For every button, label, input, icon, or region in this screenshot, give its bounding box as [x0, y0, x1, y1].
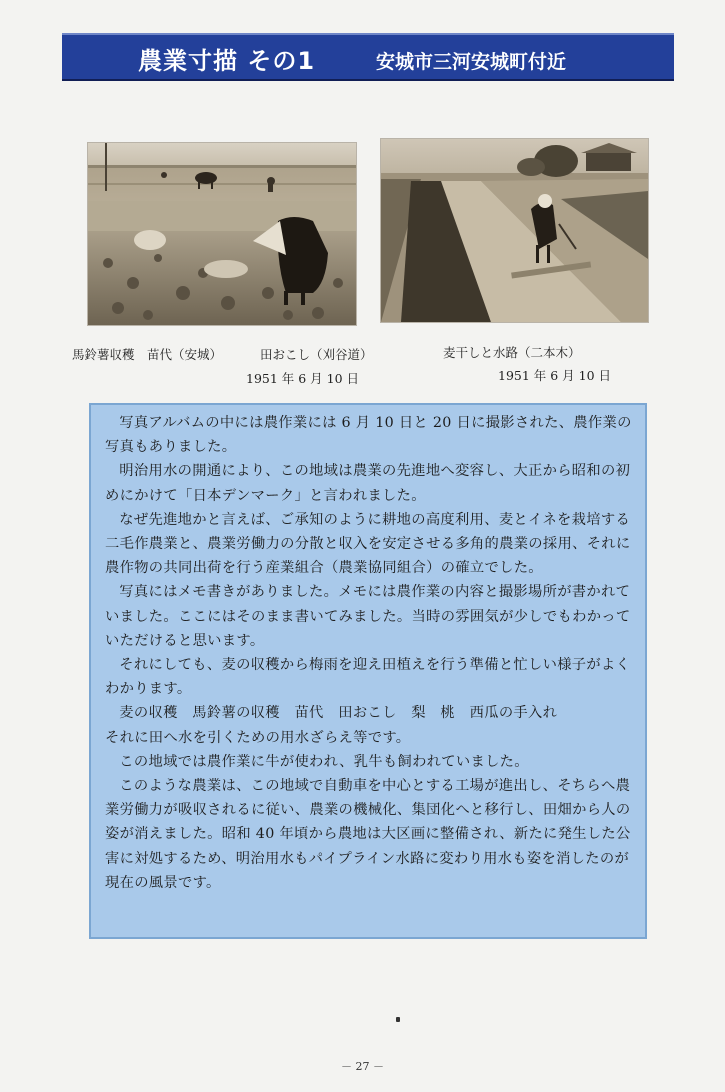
article-paragraph: それにしても、麦の収穫から梅雨を迎え田植えを行う準備と忙しい様子がよくわかります。 — [105, 657, 631, 698]
article-paragraph: 写真にはメモ書きがありました。メモには農作業の内容と撮影場所が書かれていました。ここにはそのまま書いてみました。当時の雰囲気が少しでもわかっていただけると思います。 — [105, 584, 631, 649]
photo-potato-harvest — [88, 143, 356, 325]
photo2-caption: 麦干しと水路（二本木） — [443, 345, 581, 360]
article-paragraph: 明治用水の開通により、この地域は農業の先進地へ変容し、大正から昭和の初めにかけて「日本デンマーク」と言われました。 — [105, 463, 631, 504]
article-paragraph: 写真アルバムの中には農作業には 6 月 10 日と 20 日に撮影された、農作業の写真もありました。 — [105, 415, 632, 456]
article-text-box — [89, 403, 647, 939]
article-paragraph: このような農業は、この地域で自動車を中心とする工場が進出し、そちらへ農業労働力が吸収されるに従い、農業の機械化、集団化へと移行し、田畑から人の姿が消えました。昭和 40 年頃から農地は大区画に整備され、新たに発生した公害に対処するため、明治用水もパイプライン水路に変わり用水も姿を消したのが現在の風景です。 — [105, 778, 631, 891]
photo2-date: 1951 年 6 月 10 日 — [498, 368, 612, 383]
photo1-caption-left: 馬鈴薯収穫 苗代（安城） — [72, 347, 223, 362]
page-number: － 27 － — [341, 1060, 384, 1073]
photo1-date: 1951 年 6 月 10 日 — [246, 371, 360, 386]
work-list-line: 麦の収穫 馬鈴薯の収穫 苗代 田おこし 梨 桃 西瓜の手入れ — [119, 705, 558, 722]
title-banner — [62, 33, 674, 81]
photo-canal-image — [381, 139, 648, 322]
article-paragraph: この地域では農作業に牛が使われ、乳牛も飼われていました。 — [119, 753, 529, 770]
work-list-line: それに田へ水を引くための用水ざらえ等です。 — [105, 729, 411, 746]
article-paragraph: なぜ先進地かと言えば、ご承知のように耕地の高度利用、麦とイネを栽培する二毛作農業と、農業労働力の分散と収入を安定させる多角的農業の採用、それに農作物の共同出荷を行う産業組合（農業協同組合）の確立でした。 — [105, 511, 631, 577]
page-location: 安城市三河安城町付近 — [376, 51, 567, 73]
photo-wheat-drying — [381, 139, 648, 322]
page-title: 農業寸描 その1 — [138, 47, 316, 75]
photo-farm-field-image — [88, 143, 356, 325]
scan-speck — [396, 1017, 400, 1022]
photo1-caption-right: 田おこし（刈谷道） — [260, 347, 373, 362]
